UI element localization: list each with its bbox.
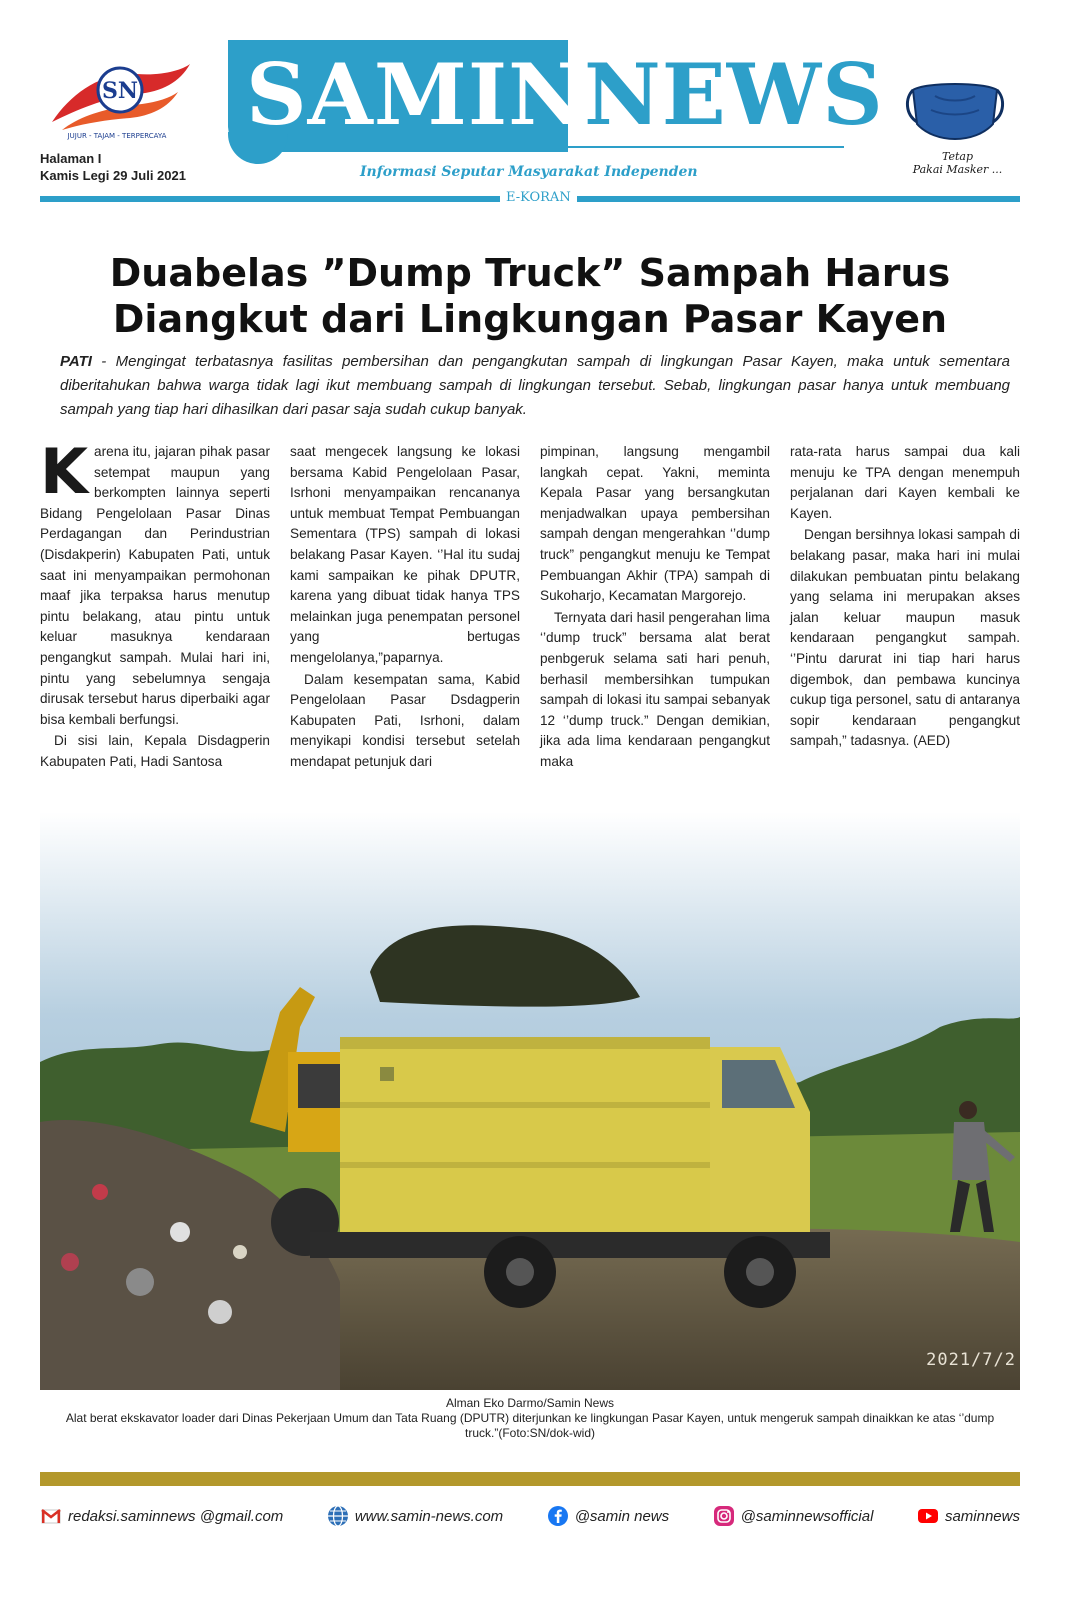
article-column-4 — [790, 442, 1020, 804]
article-column-2 — [290, 442, 520, 804]
paragraph: Dalam kesempatan sama, Kabid Pengelolaan Pasar Dsdagperin Kabupaten Pati, Isrhoni, dalam menyikapi kondisi tersebut setelah mendapat petunjuk dari — [290, 671, 520, 769]
email-text: redaksi.saminnews @gmail.com — [68, 1507, 284, 1525]
footer-rule — [40, 1472, 1020, 1486]
article-body — [40, 442, 1020, 804]
youtube-icon — [917, 1505, 939, 1527]
paragraph: Ternyata dari hasil pengerahan lima ‘’dump truck” bersama alat berat penbgeruk selama sati hari penuh, berhasil membersihkan tumpukan sampah di lokasi itu sampai sebanyak 12 ‘’dump truck.” Dengan demikian, jika ada lima kendaraan pengangkut maka — [540, 609, 770, 769]
footer-website[interactable] — [327, 1505, 503, 1527]
masthead-title-news: NEWS — [584, 45, 884, 144]
paragraph: pimpinan, langsung mengambil langkah cepat. Yakni, meminta Kepala Pasar yang bersangkutan menjadwalkan upaya pembersihan sampah dengan mengerahkan ‘’dump truck” pengangkut menuju ke Tempat Pembuangan Akhir (TPA) sampah di Sukoharjo, Kecamatan Margorejo. — [540, 444, 770, 604]
issue-date: Kamis Legi 29 Juli 2021 — [40, 168, 186, 183]
issue-info — [40, 150, 186, 184]
footer-youtube[interactable] — [917, 1505, 1020, 1527]
mask-reminder — [905, 78, 1010, 176]
lead-location: PATI — [60, 353, 92, 370]
instagram-text: @saminnewsofficial — [740, 1507, 874, 1525]
paragraph: Di sisi lain, Kepala Disdagperin Kabupaten Pati, Hadi Santosa — [40, 733, 270, 769]
mask-caption-line1: Tetap — [941, 150, 973, 163]
facebook-icon — [547, 1505, 569, 1527]
headline-line-2: Diangkut dari Lingkungan Pasar Kayen — [112, 297, 948, 341]
face-mask-icon — [905, 78, 1005, 148]
headline-line-1: Duabelas ”Dump Truck” Sampah Harus — [109, 251, 951, 295]
footer-facebook[interactable] — [547, 1505, 669, 1527]
website-text: www.samin-news.com — [354, 1507, 504, 1525]
footer-email[interactable] — [40, 1505, 283, 1527]
paragraph: Dengan bersihnya lokasi sampah di belakang pasar, maka hari ini mulai dilakukan pembuatan pintu belakang yang selama ini merupakan akses jalan keluar maupun masuk kendaraan pengangkut sampah. ‘’Pintu darurat ini tiap hari harus digembok, dan pembawa kuncinya cukup tiga personel, satu di antaranya sopir kendaraan pengangkut sampah,” tadasnya. (AED) — [790, 527, 1020, 749]
footer-instagram[interactable] — [713, 1505, 874, 1527]
photo-caption: Alat berat ekskavator loader dari Dinas Pekerjaan Umum dan Tata Ruang (DPUTR) diterjunkan ke lingkungan Pasar Kayen, untuk mengeruk sampah dinaikkan ke atas ‘’dump truck.”(Foto:SN/dok-wid) — [65, 1411, 995, 1440]
logo-text: SN — [102, 78, 138, 104]
page-number: Halaman I — [40, 151, 102, 166]
masthead-tagline: Informasi Seputar Masyarakat Independen — [360, 164, 698, 180]
drop-cap: K — [40, 442, 89, 508]
article-lead — [60, 350, 1010, 422]
article-column-1 — [40, 442, 270, 804]
edition-label: E-KORAN — [500, 190, 577, 205]
logo-motto: JUJUR - TAJAM - TERPERCAYA — [67, 132, 167, 140]
footer-contacts — [40, 1504, 1020, 1528]
youtube-text: saminnews — [944, 1507, 1020, 1525]
instagram-icon — [713, 1505, 735, 1527]
globe-icon — [327, 1505, 349, 1527]
article-headline — [40, 250, 1020, 342]
article-photo — [40, 812, 1020, 1390]
paragraph: arena itu, jajaran pihak pasar setempat maupun yang berkompten lainnya seperti Bidang Pengelolaan Pasar Dinas Perdagangan dan Perindustrian (Disdakperin) Kabupaten Pati, untuk saat ini menyampaikan permohonan maaf jika terpaksa harus menutup pintu belakang, atau pintu untuk keluar masuknya kendaraan pengangkut sampah. Mulai hari ini, pintu yang sebelumnya sengaja dirusak tersebut harus diperbaiki agar bisa kembali berfungsi. — [40, 444, 270, 727]
photo-credit: Alman Eko Darmo/Samin News — [445, 1396, 615, 1410]
facebook-text: @samin news — [574, 1507, 670, 1525]
masthead-title-samin: SAMIN — [246, 45, 586, 144]
paragraph: saat mengecek langsung ke lokasi bersama Kabid Pengelolaan Pasar, Isrhoni menyampaikan rencananya untuk membuat Tempat Pembuangan Sementara (TPS) sampah di lokasi belakang Pasar Kayen. ‘’Hal itu sudaj kami sampaikan ke pihak DPUTR, karena yang dibuat tidak hanya TPS melainkan juga penempatan personel yang bertugas mengelolanya,”paparnya. — [290, 444, 520, 665]
gmail-icon — [40, 1505, 62, 1527]
photo-timestamp: 2021/7/2 — [926, 1350, 1016, 1370]
lead-text: - Mengingat terbatasnya fasilitas pembersihan dan pengangkutan sampah di lingkungan Pasar Kayen, maka untuk sementara diberitahukan bahwa warga tidak lagi ikut membuang sampah di lingkungan tersebut. Sebab, lingkungan pasar hanya untuk membuang sampah yang tiap hari dihasilkan dari pasar saja sudah cukup banyak. — [60, 353, 1010, 418]
mask-caption-line2: Pakai Masker ... — [912, 163, 1003, 176]
samin-news-logo — [42, 52, 192, 142]
paragraph: rata-rata harus sampai dua kali menuju ke TPA dengan menempuh perjalanan dari Kayen kembali ke Kayen. — [790, 444, 1020, 521]
masthead-banner — [228, 40, 884, 152]
article-column-3 — [540, 442, 770, 804]
